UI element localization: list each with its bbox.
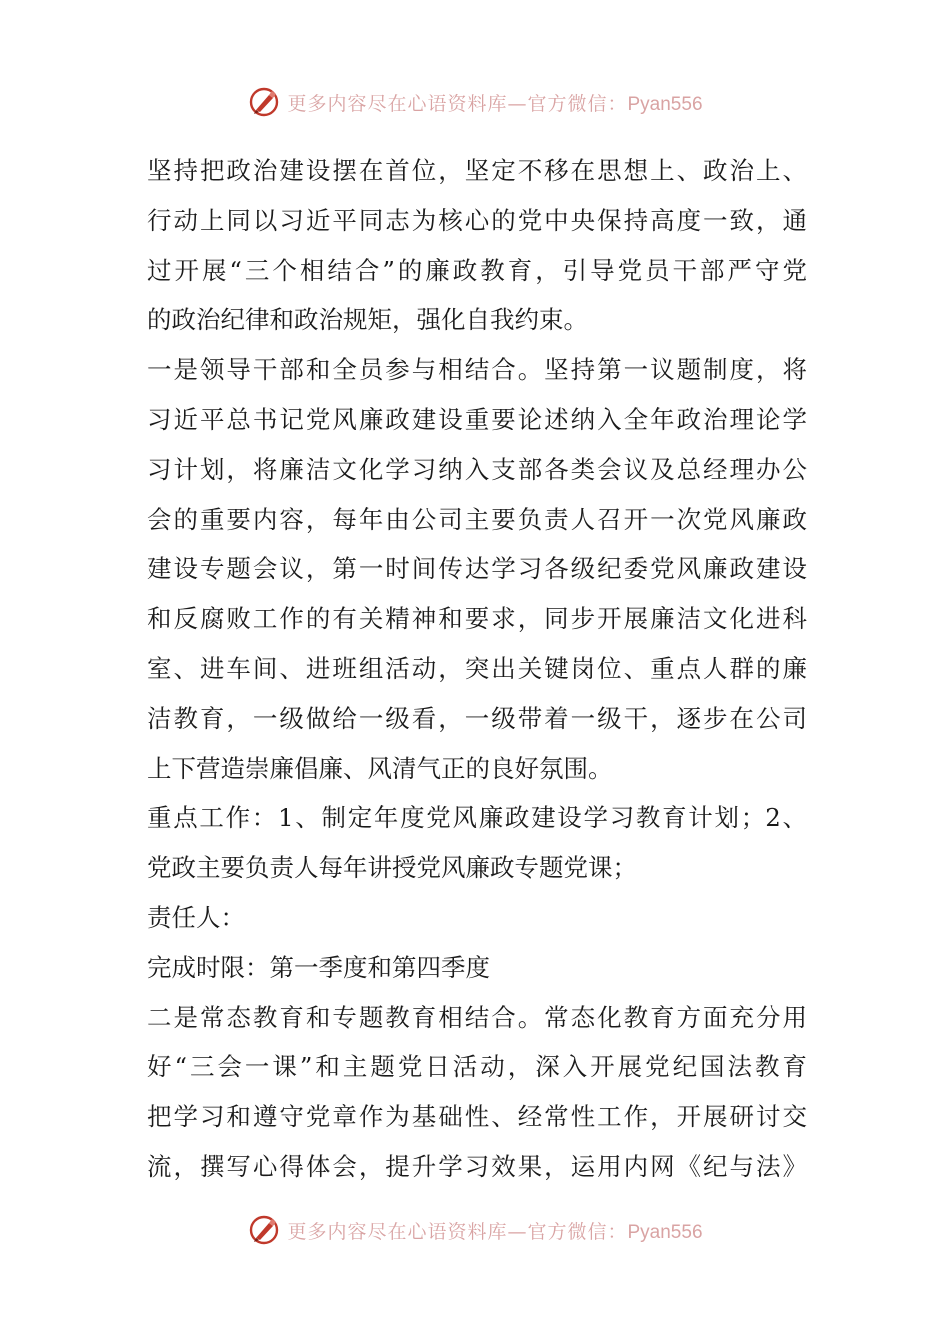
text-line: 好“三会一课”和主题党日活动，深入开展党纪国法教育	[147, 1052, 807, 1082]
text-line: 上下营造崇廉倡廉、风清气正的良好氛围。	[147, 753, 613, 783]
text-line: 习近平总书记党风廉政建设重要论述纳入全年政治理论学	[147, 404, 807, 434]
document-body	[147, 146, 807, 1192]
text-line: 室、进车间、进班组活动，突出关键岗位、重点人群的廉	[147, 653, 807, 683]
text-line: 流，撰写心得体会，提升学习效果，运用内网《纪与法》	[147, 1151, 807, 1181]
text-line: 完成时限：第一季度和第四季度	[147, 952, 490, 982]
text-line: 过开展“三个相结合”的廉政教育，引导党员干部严守党	[147, 255, 807, 285]
text-line: 和反腐败工作的有关精神和要求，同步开展廉洁文化进科	[147, 604, 807, 634]
text-line: 责任人：	[147, 902, 245, 932]
text-line: 会的重要内容，每年由公司主要负责人召开一次党风廉政	[147, 504, 807, 534]
text-line: 党政主要负责人每年讲授党风廉政专题党课；	[147, 853, 637, 883]
text-line: 建设专题会议，第一时间传达学习各级纪委党风廉政建设	[147, 554, 807, 584]
text-line: 行动上同以习近平同志为核心的党中央保持高度一致，通	[147, 205, 807, 235]
text-line: 二是常态教育和专题教育相结合。常态化教育方面充分用	[147, 1002, 807, 1032]
text-line: 把学习和遵守党章作为基础性、经常性工作，开展研讨交	[147, 1102, 807, 1132]
text-line: 重点工作：1、制定年度党风廉政建设学习教育计划；2、	[147, 803, 807, 833]
text-line: 的政治纪律和政治规矩，强化自我约束。	[147, 305, 588, 335]
banner-text: 更多内容尽在心语资料库—官方微信：Pyan556	[287, 92, 703, 115]
footer-banner	[0, 1210, 950, 1250]
pen-seal-logo-icon	[247, 85, 281, 119]
text-line: 一是领导干部和全员参与相结合。坚持第一议题制度，将	[147, 355, 807, 385]
banner-text: 更多内容尽在心语资料库—官方微信：Pyan556	[287, 1220, 703, 1243]
text-line: 习计划，将廉洁文化学习纳入支部各类会议及总经理办公	[147, 454, 807, 484]
text-line: 洁教育，一级做给一级看，一级带着一级干，逐步在公司	[147, 703, 807, 733]
text-line: 坚持把政治建设摆在首位，坚定不移在思想上、政治上、	[147, 156, 807, 185]
pen-seal-logo-icon	[247, 1213, 281, 1247]
header-banner	[0, 82, 950, 122]
